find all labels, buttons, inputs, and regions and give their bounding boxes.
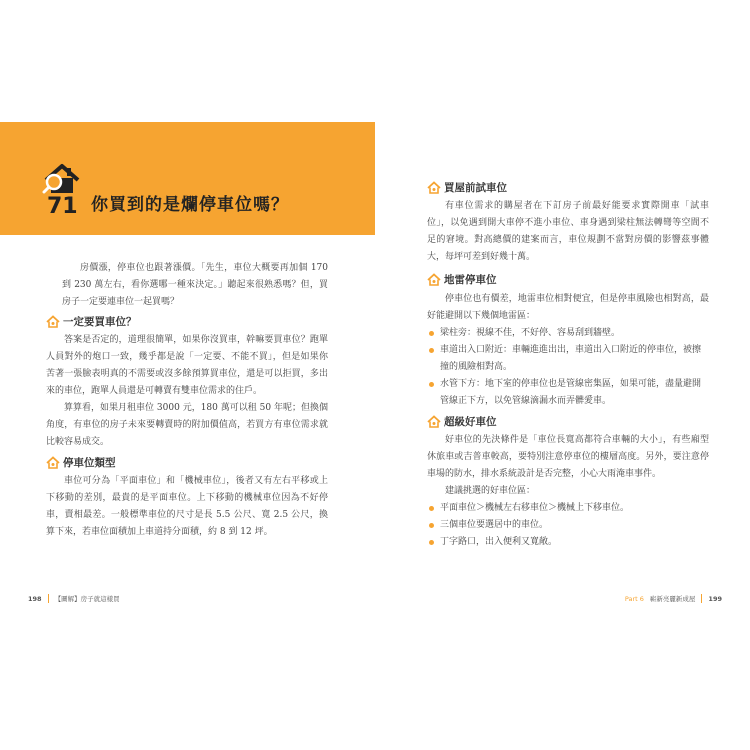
section2-paragraph-1: 車位可分為「平面車位」和「機械車位」，後者又有左右平移或上下移動的差別，最貴的是平面車位。上下移動的機械車位因為不好停車，賣相最差。一般標準車位的尺寸是長 5.5 公尺、寬 2.5 公尺，換算下來，若車位面積加上車道持分面積，約 8 到 12 坪。	[46, 476, 328, 537]
list-item: 平面車位＞機械左右移車位＞機械上下移車位。	[429, 500, 709, 517]
footer-divider	[701, 594, 702, 603]
section-heading-need-parking	[46, 314, 137, 329]
list-item: 丁字路口，出入便利又寬敞。	[429, 534, 709, 551]
bullet-dot-icon	[429, 382, 434, 387]
chapter-number: 71	[47, 194, 78, 219]
intro-paragraph: 房價漲，停車位也跟著漲價。「先生，車位大概要再加個 170 到 230 萬左右，看你選哪一種來決定。」聽起來很熟悉嗎？但，買房子一定要連車位一起買嗎？	[62, 263, 328, 307]
page-number-right: 199	[708, 594, 722, 603]
right-footer	[625, 594, 722, 603]
right-page	[375, 0, 750, 750]
list-item: 梁柱旁：視線不佳，不好停、容易刮到牆壁。	[429, 325, 709, 342]
list-item: 車道出入口附近：車輛進進出出，車道出入口附近的停車位，被擦撞的風險相對高。	[429, 342, 709, 376]
list-item: 三個車位要選居中的車位。	[429, 517, 709, 534]
bullet-dot-icon	[429, 506, 434, 511]
section5-paragraph-2: 建議挑選的好車位區：	[445, 486, 536, 496]
section-heading-text: 停車位類型	[63, 457, 116, 469]
chapter-title: 你買到的是爛停車位嗎？	[91, 195, 289, 215]
section1-paragraph-1: 答案是否定的，道理很簡單，如果你沒買車，幹嘛要買車位？跑單人員對外的炮口一致，幾乎都是說「一定要、不能不買」，但是如果你苦著一張臉表明真的不需要或沒多餘預算買車位，還是可以拒買，多出來的車位，跑單人員還是可轉賣有雙車位需求的住戶。	[46, 335, 328, 396]
bullet-dot-icon	[429, 523, 434, 528]
section-heading-good-parking	[427, 414, 497, 429]
section-heading-bad-parking	[427, 272, 497, 287]
part-title: 嶄新亮麗新成屋	[649, 595, 696, 603]
bad-parking-list	[429, 325, 709, 410]
section1-paragraph-2: 算算看，如果月租車位 3000 元，180 萬可以租 50 年呢；但換個角度，有車位的房子未來要轉賣時的附加價值高，若買方有車位需求就比較容易成交。	[46, 403, 328, 447]
section-heading-text: 一定要買車位？	[63, 316, 137, 328]
book-title: 【圖解】房子就這樣買	[54, 595, 120, 603]
section-heading-text: 買屋前試車位	[444, 182, 507, 194]
house-icon	[46, 456, 60, 469]
section-heading-parking-types	[46, 455, 116, 470]
section4-paragraph-1: 停車位也有價差，地雷車位相對便宜，但是停車風險也相對高，最好能避開以下幾個地雷區：	[427, 294, 709, 321]
part-label: Part 6	[624, 594, 644, 603]
house-icon	[427, 273, 441, 286]
section-heading-text: 地雷停車位	[444, 274, 497, 286]
bullet-dot-icon	[429, 348, 434, 353]
house-icon	[427, 415, 441, 428]
page-number-left: 198	[28, 594, 42, 603]
good-parking-list	[429, 500, 709, 551]
section-heading-text: 超級好車位	[444, 416, 497, 428]
list-item: 水管下方：地下室的停車位也是管線密集區，如果可能，盡量避開管線正下方，以免管線滴漏水而弄髒愛車。	[429, 376, 709, 410]
footer-divider	[48, 594, 49, 603]
bullet-dot-icon	[429, 540, 434, 545]
section-heading-test-parking	[427, 180, 507, 195]
house-icon	[427, 181, 441, 194]
bullet-dot-icon	[429, 331, 434, 336]
section5-paragraph-1: 好車位的先決條件是「車位長寬高都符合車輛的大小」，有些廂型休旅車或吉普車較高，要特別注意停車位的樓層高度。另外，要注意停車場的防水，排水系統設計是否完整，小心大雨淹車事件。	[427, 435, 709, 479]
left-footer	[28, 594, 120, 603]
house-icon	[46, 315, 60, 328]
section3-paragraph-1: 有車位需求的購屋者在下訂房子前最好能要求實際開車「試車位」，以免遇到開大車停不進小車位、車身遇到梁柱無法轉彎等空間不足的窘境。對高總價的建案而言，車位規劃不當對房價的影響茲事體大，每坪可差到好幾十萬。	[427, 201, 709, 262]
